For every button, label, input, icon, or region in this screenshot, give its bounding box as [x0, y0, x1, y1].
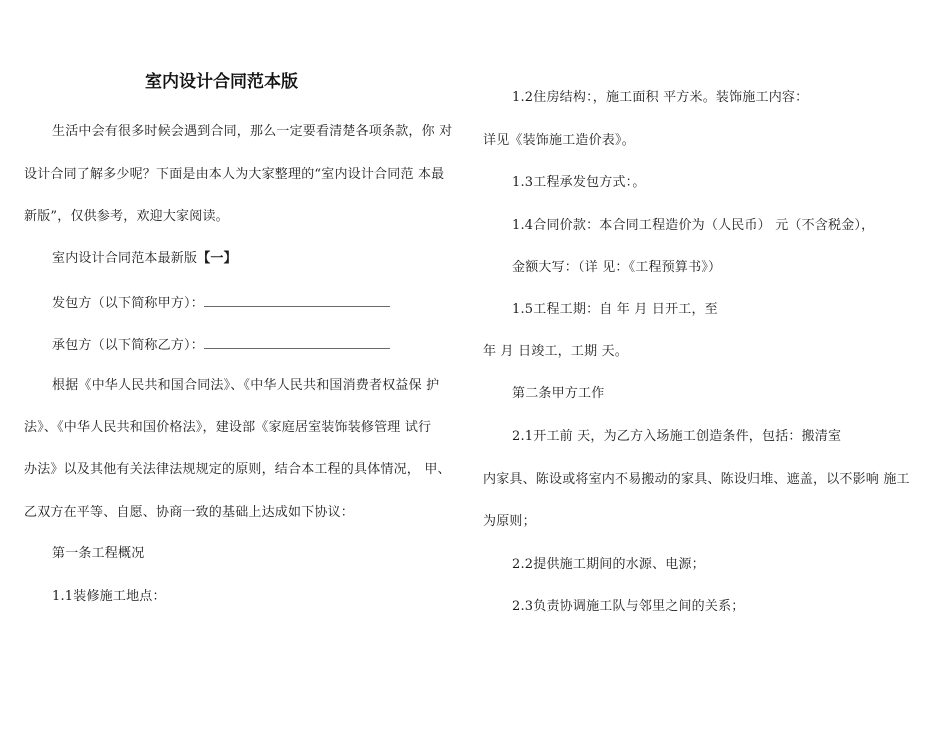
basis-line-1: 根据《中华人民共和国合同法》、《中华人民共和国消费者权益保 护 — [52, 378, 440, 393]
item-2-1-line-3: 为原则； — [483, 514, 536, 529]
party-b-label: 承包方（以下简称乙方）： — [52, 338, 204, 353]
item-1-2-line-2: 详见《装饰施工造价表》。 — [483, 133, 635, 148]
basis-line-3: 办法》以及其他有关法律法规规定的原则，结合本工程的具体情况， 甲、 — [24, 462, 451, 477]
section-heading-text: 室内设计合同范本最新版 — [52, 251, 198, 266]
item-1-5-line-1: 1.5工程工期：自 年 月 日开工，至 — [512, 302, 718, 317]
intro-line-3: 新版”，仅供参考，欢迎大家阅读。 — [24, 209, 229, 224]
item-1-5-line-2: 年 月 日竣工，工期 天。 — [483, 344, 628, 359]
party-a-blank — [204, 294, 390, 307]
article-2-heading: 第二条甲方工作 — [512, 386, 605, 401]
basis-line-2: 法》、《中华人民共和国价格法》，建设部《家庭居室装饰装修管理 试行 — [24, 420, 432, 435]
party-b-line — [52, 336, 390, 354]
document-title: 室内设计合同范本版 — [145, 72, 298, 92]
item-1-4-line-1: 1.4合同价款：本合同工程造价为（人民币） 元（不含税金）， — [512, 218, 875, 233]
section-heading — [52, 251, 237, 267]
item-1-1: 1.1装修施工地点： — [52, 589, 166, 604]
section-heading-mark: 【一】 — [197, 251, 237, 266]
intro-line-2: 设计合同了解多少呢？下面是由本人为大家整理的“室内设计合同范 本最 — [24, 167, 445, 182]
party-a-line — [52, 294, 390, 312]
item-2-3: 2.3负责协调施工队与邻里之间的关系； — [512, 599, 745, 614]
party-b-blank — [204, 336, 390, 349]
item-1-3: 1.3工程承发包方式：。 — [512, 175, 646, 190]
article-1-heading: 第一条工程概况 — [52, 546, 145, 561]
item-2-2: 2.2提供施工期间的水源、电源； — [512, 557, 705, 572]
item-2-1-line-1: 2.1开工前 天，为乙方入场施工创造条件，包括：搬清室 — [512, 429, 842, 444]
basis-line-4: 乙双方在平等、自愿、协商一致的基础上达成如下协议： — [24, 505, 355, 520]
item-1-4-line-2: 金额大写：（详 见：《工程预算书》） — [512, 260, 722, 275]
intro-line-1: 生活中会有很多时候会遇到合同，那么一定要看清楚各项条款，你 对 — [52, 124, 453, 139]
item-1-2-line-1: 1.2住房结构：，施工面积 平方米。装饰施工内容： — [512, 90, 809, 105]
item-2-1-line-2: 内家具、陈设或将室内不易搬动的家具、陈设归堆、遮盖，以不影响 施工 — [483, 472, 910, 487]
party-a-label: 发包方（以下简称甲方）： — [52, 296, 204, 311]
